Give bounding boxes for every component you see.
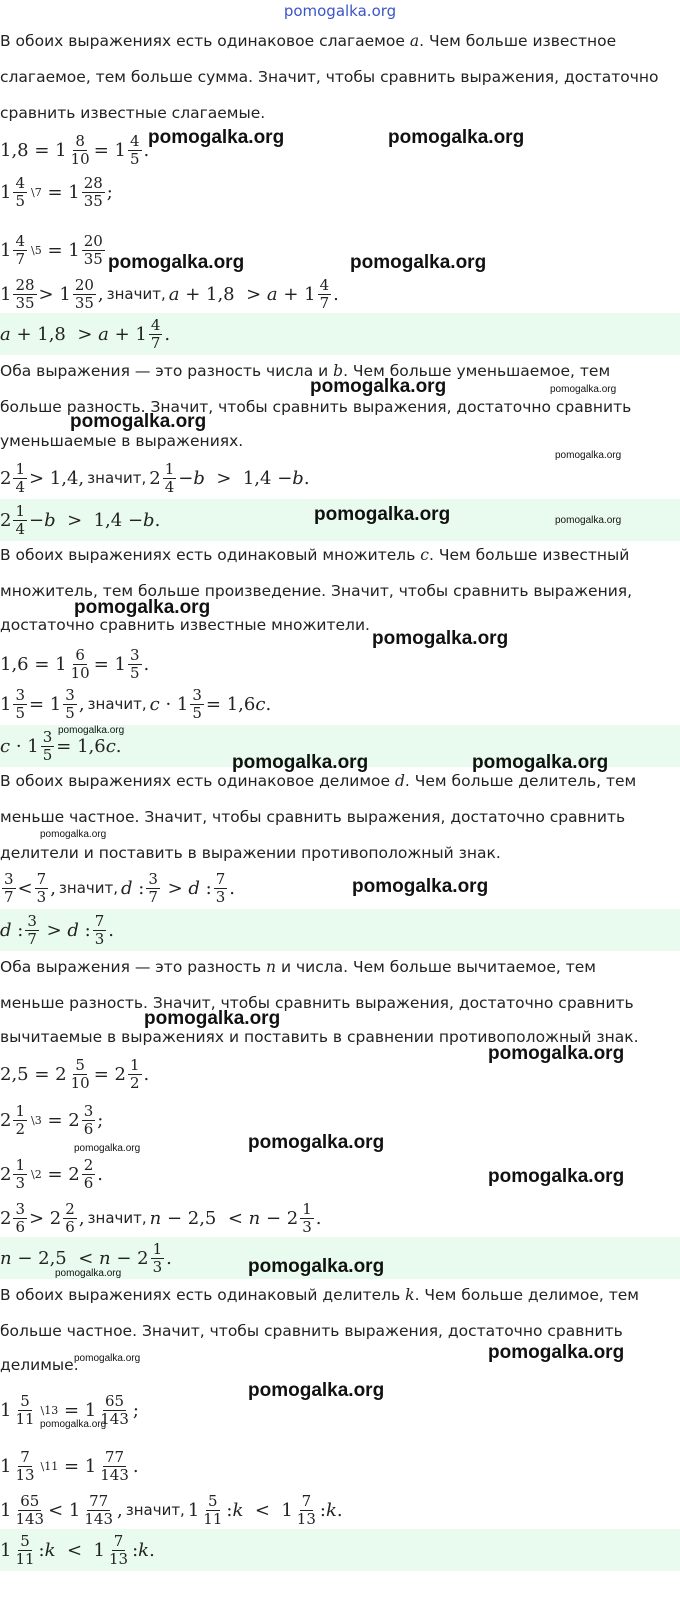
watermark: pomogalka.org [74,597,211,618]
watermark: pomogalka.org [40,1419,107,1430]
watermark: pomogalka.org [248,1380,385,1401]
paragraph-3-line-3: достаточно сравнить известные множители. [0,616,370,634]
math-line: 1,6 = 1 $\frac{6}{10}$ = 1 $\frac{3}{5}$ . [0,645,150,682]
watermark: pomogalka.org [58,725,125,736]
math-line: 1 $\frac{7}{13}$ \11 = 1 $\frac{77}{143}$ . [0,1447,139,1484]
math-line: 1 $\frac{4}{7}$ \5 = 1 $\frac{20}{35}$ [0,231,103,268]
watermark: pomogalka.org [248,1132,385,1153]
watermark: pomogalka.org [55,1268,122,1279]
answer-line: d : $\frac{3}{7}$ > d : $\frac{7}{3}$ . [0,911,115,948]
math-line: 1 $\frac{28}{35}$ > 1 $\frac{20}{35}$ , значит, a + 1,8 > a + 1 $\frac{4}{7}$ . [0,275,339,312]
watermark: pomogalka.org [314,504,451,525]
watermark: pomogalka.org [232,752,369,773]
paragraph-4-line-1: В обоих выражениях есть одинаковое делимое d. Чем больше делитель, тем [0,772,637,790]
paragraph-1-line-1: В обоих выражениях есть одинаковое слагаемое a. Чем больше известное [0,32,617,50]
paragraph-2-line-1: Оба выражения — это разность числа и b. Чем больше уменьшаемое, тем [0,362,611,380]
watermark: pomogalka.org [70,411,207,432]
answer-line: 2 $\frac{1}{4}$ − b > 1,4 − b . [0,501,161,538]
site-header[interactable]: pomogalka.org [283,2,397,20]
paragraph-2-line-3: уменьшаемые в выражениях. [0,432,244,450]
math-line: $\frac{3}{7}$ < $\frac{7}{3}$ , значит, d : $\frac{3}{7}$ > d : $\frac{7}{3}$ . [4,869,236,906]
math-line: 1 $\frac{3}{5}$ = 1 $\frac{3}{5}$ , значит, c · 1 $\frac{3}{5}$ = 1,6 c . [0,685,272,722]
watermark: pomogalka.org [372,628,509,649]
watermark: pomogalka.org [108,252,245,273]
paragraph-1-line-2: слагаемое, тем больше сумма. Значит, чтобы сравнить выражения, достаточно [0,68,659,86]
math-line: 2 $\frac{3}{6}$ > 2 $\frac{2}{6}$ , значит, n − 2,5 < n − 2 $\frac{1}{3}$ . [0,1199,322,1236]
watermark: pomogalka.org [488,1043,625,1064]
paragraph-5-line-2: меньше разность. Значит, чтобы сравнить выражения, достаточно сравнить [0,994,634,1012]
watermark: pomogalka.org [472,752,609,773]
answer-line: c · 1 $\frac{3}{5}$ = 1,6 c . [0,727,122,764]
watermark: pomogalka.org [555,450,622,461]
math-line: 1 $\frac{5}{11}$ \13 = 1 $\frac{65}{143}$ ; [0,1391,139,1428]
math-line: 2,5 = 2 $\frac{5}{10}$ = 2 $\frac{1}{2}$ . [0,1055,150,1092]
watermark: pomogalka.org [550,384,617,395]
paragraph-3-line-1: В обоих выражениях есть одинаковый множитель c. Чем больше известный [0,546,630,564]
math-line: 2 $\frac{1}{2}$ \3 = 2 $\frac{3}{6}$ ; [0,1101,104,1138]
paragraph-5-line-1: Оба выражения — это разность n и числа. Чем больше вычитаемое, тем [0,958,596,976]
answer-line: n − 2,5 < n − 2 $\frac{1}{3}$ . [0,1239,172,1276]
math-line: 1 $\frac{65}{143}$ < 1 $\frac{77}{143}$ , значит, 1 $\frac{5}{11}$ : k < 1 $\frac{7}{13}$ : k . [0,1491,343,1528]
watermark: pomogalka.org [488,1166,625,1187]
watermark: pomogalka.org [310,376,447,397]
paragraph-4-line-3: делители и поставить в выражении противоположный знак. [0,844,501,862]
math-line: 2 $\frac{1}{3}$ \2 = 2 $\frac{2}{6}$ . [0,1155,103,1192]
watermark: pomogalka.org [40,829,107,840]
paragraph-5-line-3: вычитаемые в выражениях и поставить в сравнении противоположный знак. [0,1028,639,1046]
watermark: pomogalka.org [488,1342,625,1363]
watermark: pomogalka.org [352,876,489,897]
watermark: pomogalka.org [350,252,487,273]
math-line: 1,8 = 1 $\frac{8}{10}$ = 1 $\frac{4}{5}$ . [0,131,150,168]
math-line: 2 $\frac{1}{4}$ > 1,4, значит, 2 $\frac{1}{4}$ − b > 1,4 − b . [0,459,310,496]
paragraph-6-line-3: делимые. [0,1356,79,1374]
paragraph-2-line-2: больше разность. Значит, чтобы сравнить выражения, достаточно сравнить [0,398,632,416]
watermark: pomogalka.org [388,127,525,148]
paragraph-3-line-2: множитель, тем больше произведение. Значит, чтобы сравнить выражения, [0,582,633,600]
watermark: pomogalka.org [74,1143,141,1154]
watermark: pomogalka.org [248,1256,385,1277]
paragraph-6-line-2: больше частное. Значит, чтобы сравнить выражения, достаточно сравнить [0,1322,623,1340]
watermark: pomogalka.org [144,1008,281,1029]
watermark: pomogalka.org [555,515,622,526]
answer-line: a + 1,8 > a + 1 $\frac{4}{7}$ . [0,315,171,352]
math-line: 1 $\frac{4}{5}$ \7 = 1 $\frac{28}{35}$ ; [0,173,113,210]
paragraph-1-line-3: сравнить известные слагаемые. [0,104,266,122]
paragraph-6-line-1: В обоих выражениях есть одинаковый делитель k. Чем больше делимое, тем [0,1286,639,1304]
watermark: pomogalka.org [74,1353,141,1364]
answer-line: 1 $\frac{5}{11}$ : k < 1 $\frac{7}{13}$ : k . [0,1531,155,1568]
watermark: pomogalka.org [148,127,285,148]
paragraph-4-line-2: меньше частное. Значит, чтобы сравнить выражения, достаточно сравнить [0,808,626,826]
